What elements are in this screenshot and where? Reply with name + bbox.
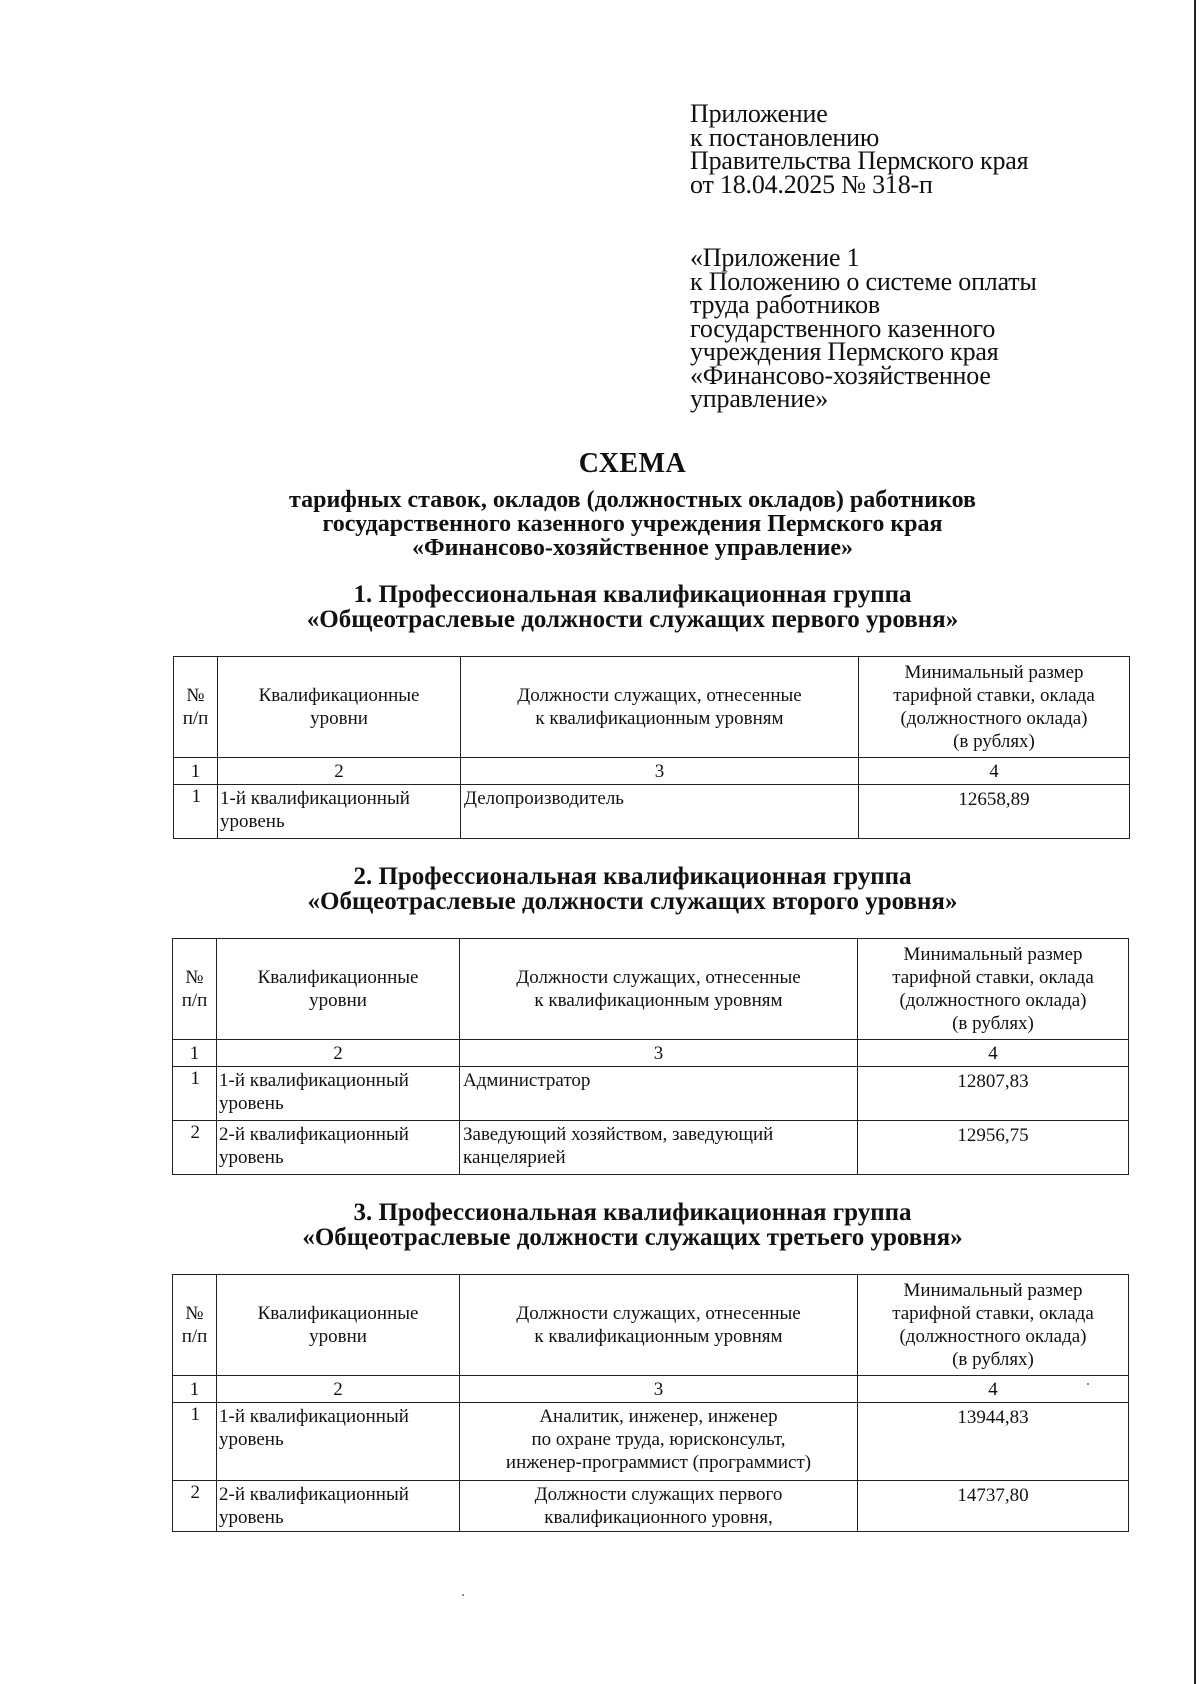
group-2-table [172, 938, 1129, 1175]
header-positions: Должности служащих, отнесенные к квалификационным уровням [461, 657, 859, 758]
row-salary: 13944,83 [858, 1403, 1129, 1481]
table-row [173, 1481, 1129, 1532]
header-salary: Минимальный размер тарифной ставки, оклада (должностного оклада) (в рублях) [859, 657, 1130, 758]
subtitle-line: тарифных ставок, окладов (должностных окладов) работников [289, 487, 976, 513]
document-title: СХЕМА [578, 448, 687, 479]
header-salary: Минимальный размер тарифной ставки, оклада (должностного оклада) (в рублях) [858, 939, 1129, 1040]
table-row [174, 785, 1130, 839]
group-3-title [0, 1200, 1200, 1250]
row-level: 1-й квалификационный уровень [218, 785, 461, 839]
table-row [173, 1067, 1129, 1121]
appendix-header [690, 99, 1150, 199]
group-1-title [0, 582, 1200, 632]
col-number: 4 [858, 1376, 1129, 1403]
row-positions: Администратор [460, 1067, 858, 1121]
scan-speck [1087, 1383, 1089, 1385]
header-level: Квалификационные уровни [218, 657, 461, 758]
header-num: № п/п [173, 939, 217, 1040]
appendix-line: от 18.04.2025 № 318-п [690, 169, 933, 199]
col-number: 2 [217, 1040, 460, 1067]
row-num: 1 [173, 1403, 217, 1481]
document-subtitle [0, 488, 1200, 560]
group-2-title [0, 864, 1200, 914]
row-level: 1-й квалификационный уровень [217, 1403, 460, 1481]
group-title-line: 3. Профессиональная квалификационная группа [353, 1199, 912, 1226]
col-number: 4 [858, 1040, 1129, 1067]
row-positions: Заведующий хозяйством, заведующий канцелярией [460, 1121, 858, 1175]
column-number-row [174, 758, 1130, 785]
row-salary: 12658,89 [859, 785, 1130, 839]
appendix-line: Правительства Пермского края [690, 146, 1029, 175]
subtitle-line: государственного казенного учреждения Пермского края [322, 511, 943, 537]
appendix1-line: труда работников [690, 290, 880, 319]
appendix1-line: государственного казенного [690, 313, 996, 343]
group-title-line: «Общеотраслевые должности служащих третьего уровня» [302, 1224, 963, 1251]
header-positions: Должности служащих, отнесенные к квалификационным уровням [460, 1275, 858, 1376]
group-title-line: «Общеотраслевые должности служащих первого уровня» [306, 606, 959, 633]
col-number: 1 [174, 758, 218, 785]
row-num: 1 [174, 785, 218, 839]
row-positions: Аналитик, инженер, инженер по охране труда, юрисконсульт, инженер-программист (программист) [460, 1403, 858, 1481]
header-level: Квалификационные уровни [217, 939, 460, 1040]
appendix1-line: «Финансово-хозяйственное [690, 360, 991, 390]
appendix1-line: «Приложение 1 [690, 243, 860, 272]
appendix-line: Приложение [690, 99, 828, 128]
row-salary: 14737,80 [858, 1481, 1129, 1532]
col-number: 2 [218, 758, 461, 785]
appendix1-line: к Положению о системе оплаты [690, 266, 1037, 296]
table-header-row [173, 939, 1129, 1040]
header-num: № п/п [173, 1275, 217, 1376]
row-num: 1 [173, 1067, 217, 1121]
row-positions: Должности служащих первого квалификационного уровня, [460, 1481, 858, 1532]
col-number: 2 [217, 1376, 460, 1403]
row-num: 2 [173, 1121, 217, 1175]
col-number: 3 [460, 1040, 858, 1067]
col-number: 3 [460, 1376, 858, 1403]
appendix1-line: учреждения Пермского края [690, 337, 999, 366]
row-level: 1-й квалификационный уровень [217, 1067, 460, 1121]
table-header-row [174, 657, 1130, 758]
group-1-table [173, 656, 1130, 839]
column-number-row [173, 1040, 1129, 1067]
table-header-row [173, 1275, 1129, 1376]
appendix1-line: управление» [690, 384, 829, 413]
header-num: № п/п [174, 657, 218, 758]
row-num: 2 [173, 1481, 217, 1532]
subtitle-line: «Финансово-хозяйственное управление» [411, 535, 854, 561]
page-edge [1194, 0, 1196, 1684]
group-title-line: «Общеотраслевые должности служащих второго уровня» [307, 888, 958, 915]
group-title-line: 2. Профессиональная квалификационная группа [353, 863, 912, 890]
appendix-line: к постановлению [690, 122, 880, 152]
col-number: 1 [173, 1040, 217, 1067]
header-positions: Должности служащих, отнесенные к квалификационным уровням [460, 939, 858, 1040]
column-number-row [173, 1376, 1129, 1403]
col-number: 3 [461, 758, 859, 785]
row-level: 2-й квалификационный уровень [217, 1481, 460, 1532]
scan-speck [462, 1594, 464, 1596]
header-level: Квалификационные уровни [217, 1275, 460, 1376]
table-row [173, 1121, 1129, 1175]
row-salary: 12956,75 [858, 1121, 1129, 1175]
row-level: 2-й квалификационный уровень [217, 1121, 460, 1175]
table-row [173, 1403, 1129, 1481]
row-positions: Делопроизводитель [461, 785, 859, 839]
appendix1-header [690, 243, 1150, 413]
group-title-line: 1. Профессиональная квалификационная группа [353, 581, 912, 608]
col-number: 1 [173, 1376, 217, 1403]
row-salary: 12807,83 [858, 1067, 1129, 1121]
group-3-table [172, 1274, 1129, 1532]
col-number: 4 [859, 758, 1130, 785]
header-salary: Минимальный размер тарифной ставки, оклада (должностного оклада) (в рублях) [858, 1275, 1129, 1376]
